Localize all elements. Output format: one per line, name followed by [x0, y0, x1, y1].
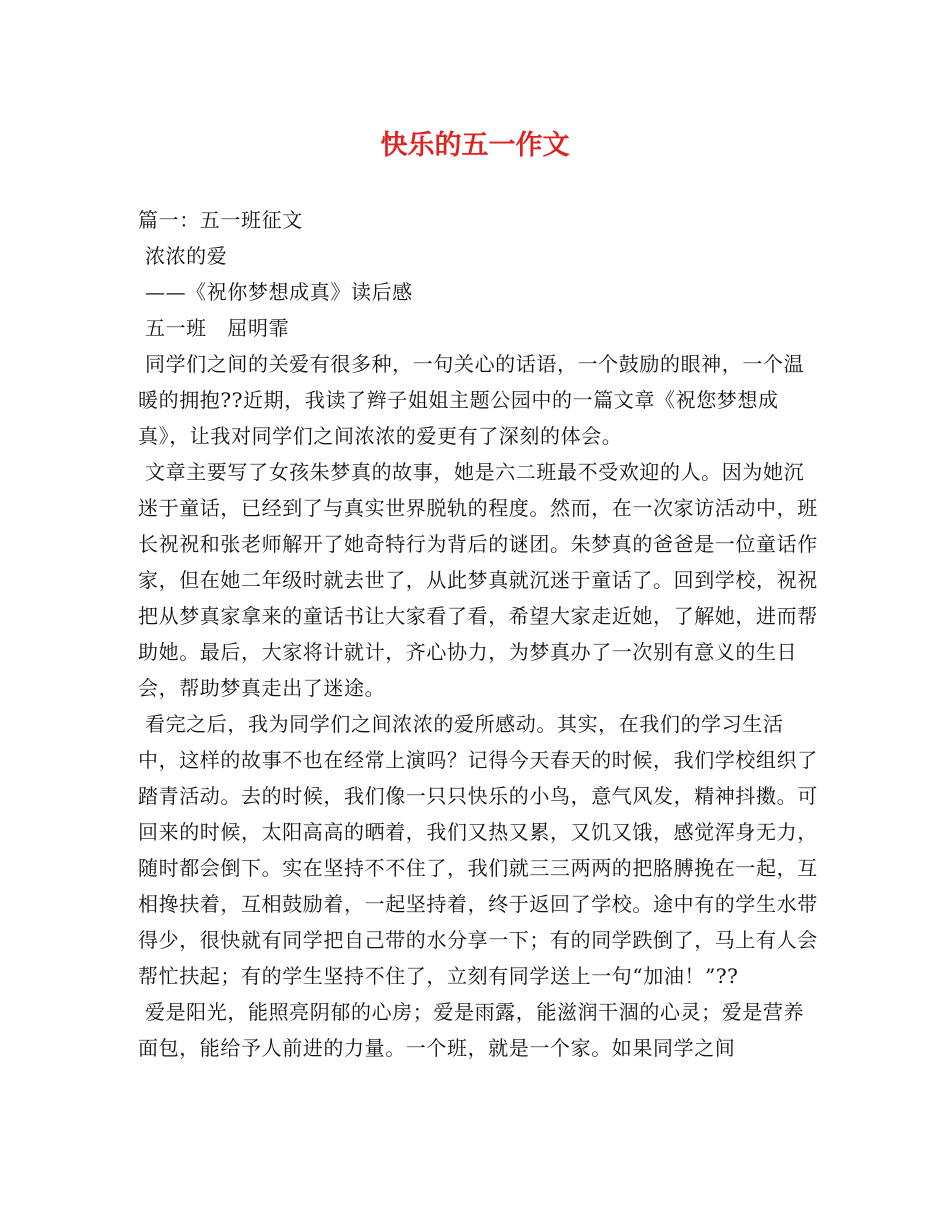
section-heading: 篇一：五一班征文 — [138, 208, 303, 232]
paragraph: 文章主要写了女孩朱梦真的故事，她是六二班最不受欢迎的人。因为她沉迷于童话，已经到了与真实世界脱轨的程度。然而，在一次家访活动中，班长祝祝和张老师解开了她奇特行为背后的谜团。朱梦真的爸爸是一位童话作家，但在她二年级时就去世了，从此梦真就沉迷于童话了。回到学校，祝祝把从梦真家拿来的童话书让大家看了看，希望大家走近她，了解她，进而帮助她。最后，大家将计就计，齐心协力，为梦真办了一次别有意义的生日会，帮助梦真走出了迷途。 — [138, 460, 818, 700]
author-line: 五一班 屈明霏 — [138, 316, 290, 340]
paragraph: 看完之后，我为同学们之间浓浓的爱所感动。其实，在我们的学习生活中，这样的故事不也在经常上演吗？记得今天春天的时候，我们学校组织了踏青活动。去的时候，我们像一只只快乐的小鸟，意气风发，精神抖擞。可回来的时候，太阳高高的晒着，我们又热又累，又饥又饿，感觉浑身无力，随时都会倒下。实在坚持不不住了，我们就三三两两的把胳膊挽在一起，互相搀扶着，互相鼓励着，一起坚持着，终于返回了学校。途中有的学生水带得少，很快就有同学把自己带的水分享一下；有的同学跌倒了，马上有人会帮忙扶起；有的学生坚持不住了，立刻有同学送上一句“加油！”?? — [138, 712, 818, 988]
essay-subtitle: ——《祝你梦想成真》读后感 — [138, 280, 413, 304]
paragraph: 同学们之间的关爱有很多种，一句关心的话语，一个鼓励的眼神，一个温暖的拥抱??近期，我读了辫子姐姐主题公园中的一篇文章《祝您梦想成真》，让我对同学们之间浓浓的爱更有了深刻的体会。 — [138, 352, 805, 448]
document-title: 快乐的五一作文 — [380, 130, 570, 161]
paragraph: 爱是阳光，能照亮阴郁的心房；爱是雨露，能滋润干涸的心灵；爱是营养面包，能给予人前进的力量。一个班，就是一个家。如果同学之间 — [138, 1000, 805, 1060]
essay-title: 浓浓的爱 — [138, 244, 228, 268]
document-body — [138, 202, 818, 1066]
